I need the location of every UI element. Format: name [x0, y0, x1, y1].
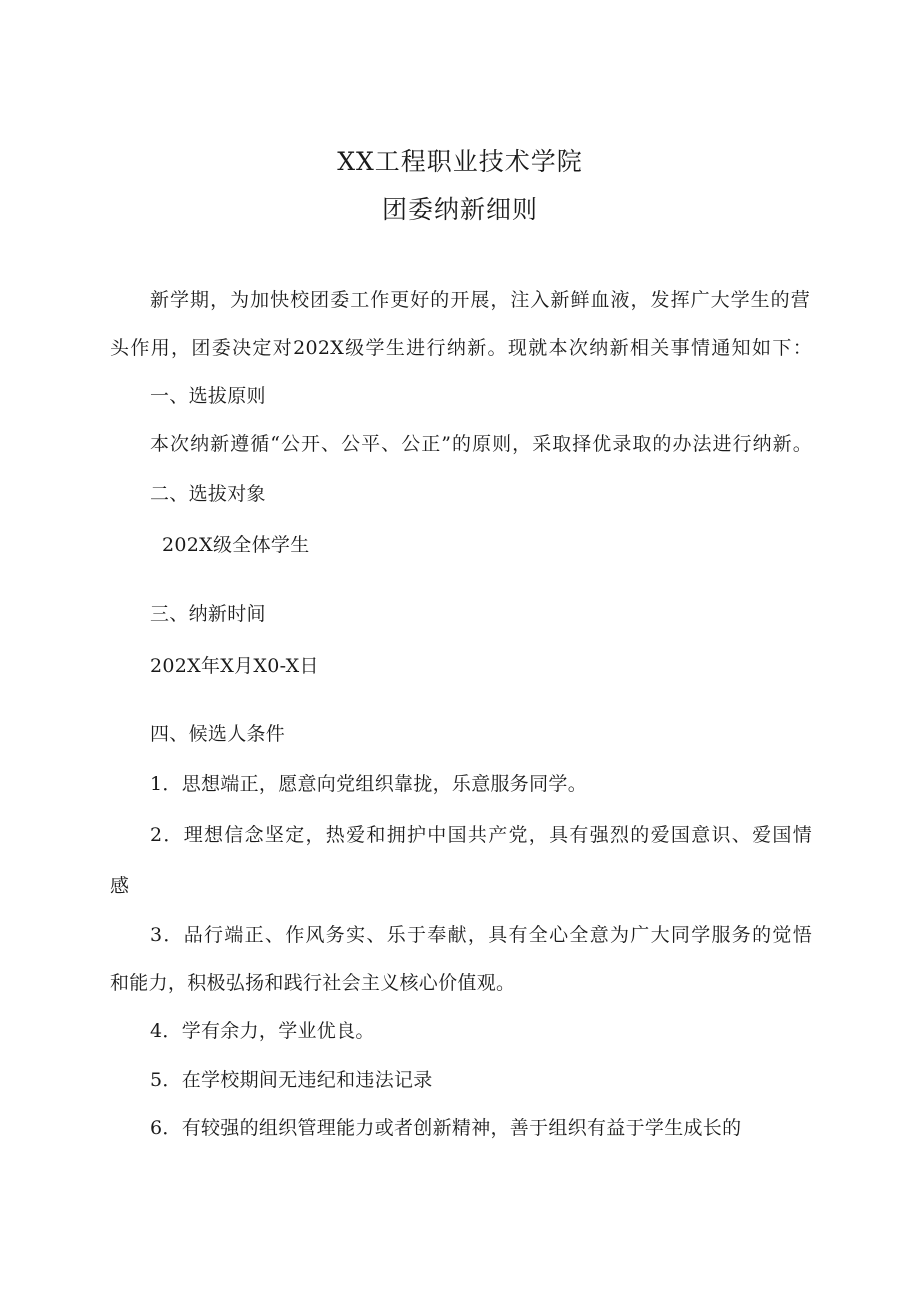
condition-item-2-line-2: 感 [110, 875, 130, 897]
section-heading-conditions: 四、候选人条件 [150, 723, 286, 745]
condition-item-5: 5．在学校期间无违纪和违法记录 [150, 1069, 433, 1091]
school-name-title: XX工程职业技术学院 [337, 147, 583, 176]
time-body: 202X年X月X0-X日 [150, 655, 319, 677]
intro-line-2: 头作用，团委决定对202X级学生进行纳新。现就本次纳新相关事情通知如下： [110, 337, 812, 359]
section-heading-time: 三、纳新时间 [150, 603, 266, 625]
section-heading-principle: 一、选拔原则 [150, 385, 266, 407]
condition-item-1: 1．思想端正，愿意向党组织靠拢，乐意服务同学。 [150, 773, 587, 795]
document-title: 团委纳新细则 [381, 195, 538, 224]
condition-item-3-line-1: 3．品行端正、作风务实、乐于奉献，具有全心全意为广大同学服务的觉悟 [150, 924, 812, 946]
condition-item-2-line-1: 2．理想信念坚定，热爱和拥护中国共产党，具有强烈的爱国意识、爱国情 [150, 824, 812, 846]
target-body: 202X级全体学生 [162, 534, 310, 556]
condition-item-4: 4．学有余力，学业优良。 [150, 1020, 375, 1042]
section-heading-target: 二、选拔对象 [150, 483, 266, 505]
condition-item-3-line-2: 和能力，积极弘扬和践行社会主义核心价值观。 [110, 972, 516, 994]
intro-line-1: 新学期，为加快校团委工作更好的开展，注入新鲜血液，发挥广大学生的营 [150, 289, 810, 311]
condition-item-6: 6．有较强的组织管理能力或者创新精神，善于组织有益于学生成长的 [150, 1117, 742, 1139]
principle-body: 本次纳新遵循“公开、公平、公正”的原则，采取择优录取的办法进行纳新。 [150, 433, 812, 455]
